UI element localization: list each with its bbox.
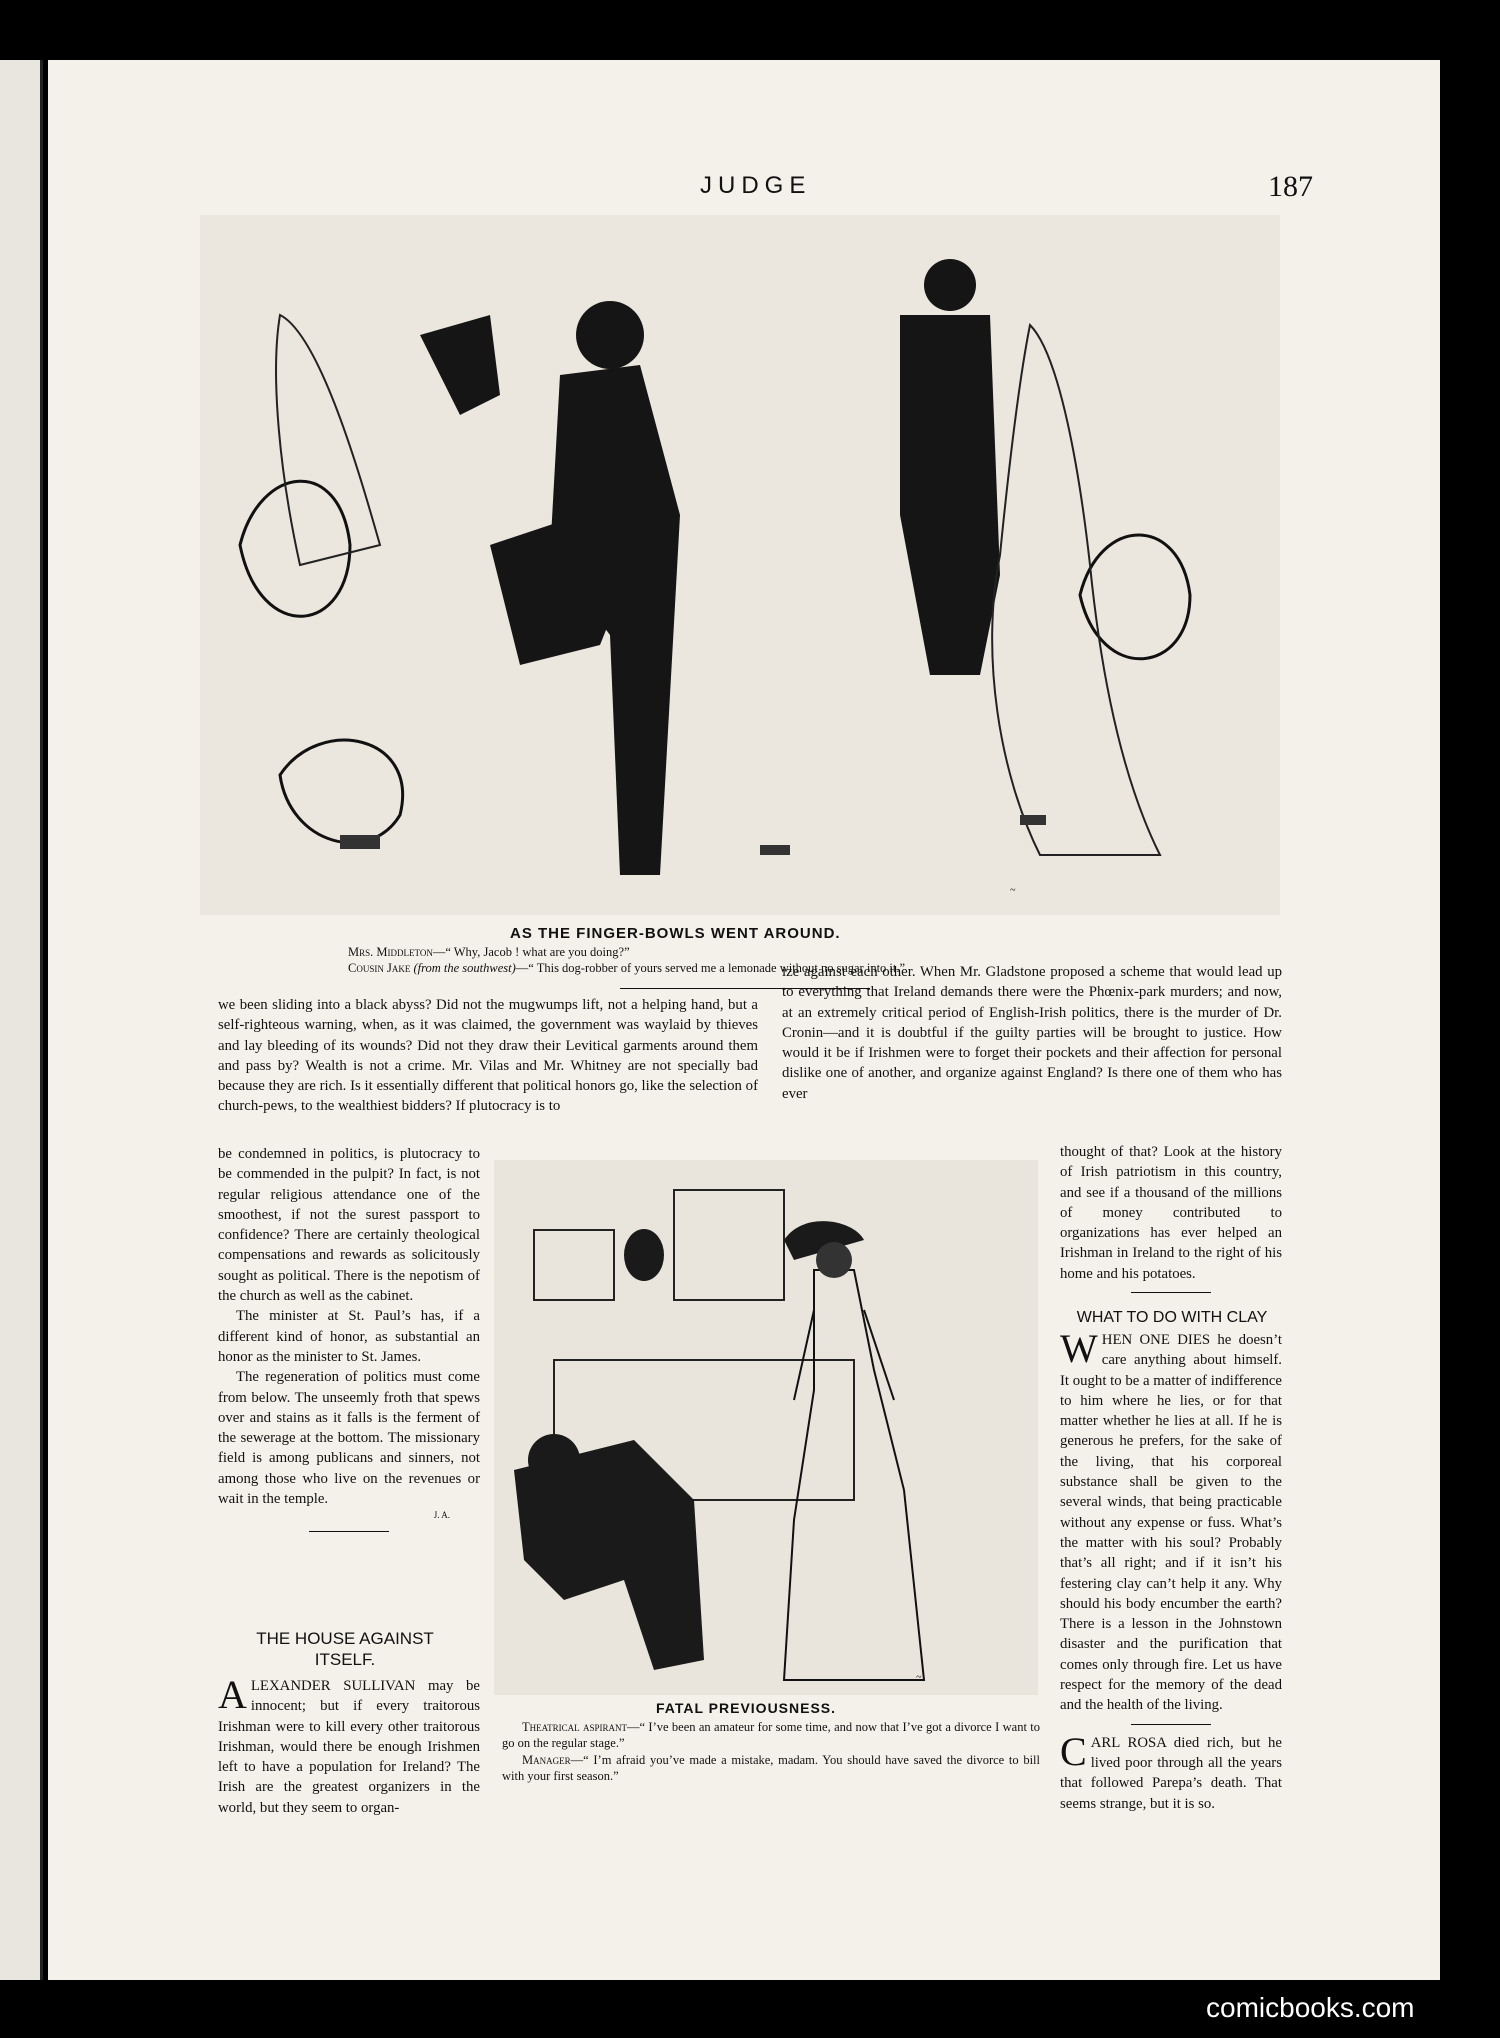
article-text: ARL ROSA died rich, but he lived poor through all the years that followed Parepa’s death. That seems strange, but it is so. [1060, 1734, 1282, 1812]
bottom-cartoon-title: FATAL PREVIOUSNESS. [656, 1700, 837, 1716]
lead-in: LEXANDER SULLIVAN [250, 1678, 416, 1694]
masthead-title: JUDGE [700, 172, 812, 199]
page-number: 187 [1268, 170, 1313, 203]
speaker-mrs-middleton: Mrs. Middleton [348, 945, 433, 959]
house-article-heading: THE HOUSE AGAINST ITSELF. [256, 1629, 434, 1669]
paragraph: The minister at St. Paul’s has, if a different kind of honor, as substantial an honor as the minister to St. James. [218, 1308, 480, 1365]
right-column-top [782, 962, 1282, 1104]
speaker-cousin-jake: Cousin Jake [348, 961, 411, 975]
paragraph: The regeneration of politics must come from below. The unseemly froth that spews over and stains as it falls is the ferment of the sewerage at the bottom. The missionary field is among publicans and sinners, not among those who live on the revenues or wait in the temple. [218, 1369, 480, 1508]
paragraph [218, 1672, 480, 1818]
previous-page-edge [0, 60, 43, 1980]
paragraph [1060, 1728, 1282, 1814]
bottom-cartoon-caption-1 [502, 1719, 1040, 1751]
caption-text: —“ This dog-robber of yours served me a lemonade without no sugar into it.” [515, 961, 906, 975]
lead-in: HEN ONE DIES [1101, 1332, 1211, 1348]
bottom-cartoon-caption-2 [502, 1752, 1040, 1784]
paragraph: be condemned in politics, is plutocracy to be commended in the pulpit? In fact, is not regular religious attendance one of the smoothest, if not the surest passport to confidence? There are certainly theological compensations and rewards as solicitously sought as political. There is the nepotism of the church as well as the cabinet. [218, 1146, 480, 1305]
top-cartoon-illustration [200, 215, 1280, 915]
speaker-theatrical-aspirant: Theatrical aspirant [522, 1720, 628, 1734]
left-column-narrow [218, 1144, 480, 1532]
drop-cap: C [1060, 1728, 1087, 1774]
watermark: comicbooks.com [1206, 1992, 1415, 2023]
article-divider [1131, 1724, 1211, 1725]
caption-text: —“ Why, Jacob ! what are you doing?” [432, 945, 630, 959]
left-column-top [218, 995, 758, 1117]
drop-cap: A [218, 1672, 247, 1717]
clay-article-body [1060, 1326, 1283, 1814]
paragraph: ize against each other. When Mr. Gladstone proposed a scheme that would lead up to everything that Ireland demands there were the Phœnix-park murders; and now, at an extremely critical period of English-Irish politics, there is the murder of Dr. Cronin—and it is doubtful if the guilty parties will be brought to justice. How would it be if Irishmen were to forget their pockets and their affection for personal dislike one of another, and organize against England? Is there one of them who has ever [782, 964, 1282, 1102]
top-cartoon-title: AS THE FINGER-BOWLS WENT AROUND. [510, 925, 841, 942]
article-divider [1131, 1292, 1211, 1293]
author-initials: J. A. [433, 1510, 450, 1521]
clay-article-heading: WHAT TO DO WITH CLAY [1076, 1309, 1268, 1326]
article-text: may be innocent; but if every traitorous Irishman were to kill every other traitorous Irishman, would there be enough Irishmen left to have a population for Ireland? The Irish are the greatest organizers in the world, but they seem to organ- [218, 1678, 480, 1816]
caption-text: —“ I’m afraid you’ve made a mistake, madam. You should have saved the divorce to bill with your first season.” [502, 1753, 1040, 1783]
paragraph [1060, 1326, 1283, 1716]
paragraph: thought of that? Look at the history of Irish patriotism in this country, and see if a thousand of the millions of money contributed to organizations has ever helped an Irishman in Ireland to the right of his home and his potatoes. [1060, 1144, 1282, 1282]
house-article-body [218, 1672, 480, 1818]
article-divider [309, 1531, 389, 1532]
speaker-aside: (from the southwest) [413, 961, 516, 975]
drop-cap: W [1060, 1326, 1098, 1371]
bottom-cartoon-illustration [494, 1160, 1038, 1695]
artist-signature-top: ~ [1010, 885, 1016, 896]
caption-text: —“ I’ve been an amateur for some time, and now that I’ve got a divorce I want to go on the regular stage.” [502, 1720, 1041, 1750]
artist-signature-bottom: ~ [916, 1672, 922, 1683]
paragraph: we been sliding into a black abyss? Did not the mugwumps lift, not a helping hand, but a self-righteous warning, when, as it was claimed, the government was waylaid by thieves and lay bleeding of its wounds? Did not they draw their Levitical garments around them and pass by? Wealth is not a crime. Mr. Vilas and Mr. Whitney are not specially bad because they are rich. Is it essentially different that political honors go, like the selection of church-pews, to the wealthiest bidders? If plutocracy is to [218, 997, 758, 1115]
right-column-narrow [1060, 1142, 1282, 1293]
top-cartoon-caption-line-1 [348, 944, 630, 960]
article-text: he doesn’t care anything about himself. It ought to be a matter of indifference to him where he lies, or for that matter whether he lies at all. If he is generous he prefers, for the sake of the living, that his corporeal substance shall be given to the several winds, that being practicable without any expense or fuss. What’s the matter with his soul? Probably that’s all right; and if it isn’t his festering clay can’t help it any. Why should his body encumber the earth? There is a lesson in the Johnstown disaster and the purification that comes only through fire. Let us have respect for the memory of the dead and the health of the living. [1060, 1332, 1283, 1714]
speaker-manager: Manager [522, 1753, 571, 1767]
